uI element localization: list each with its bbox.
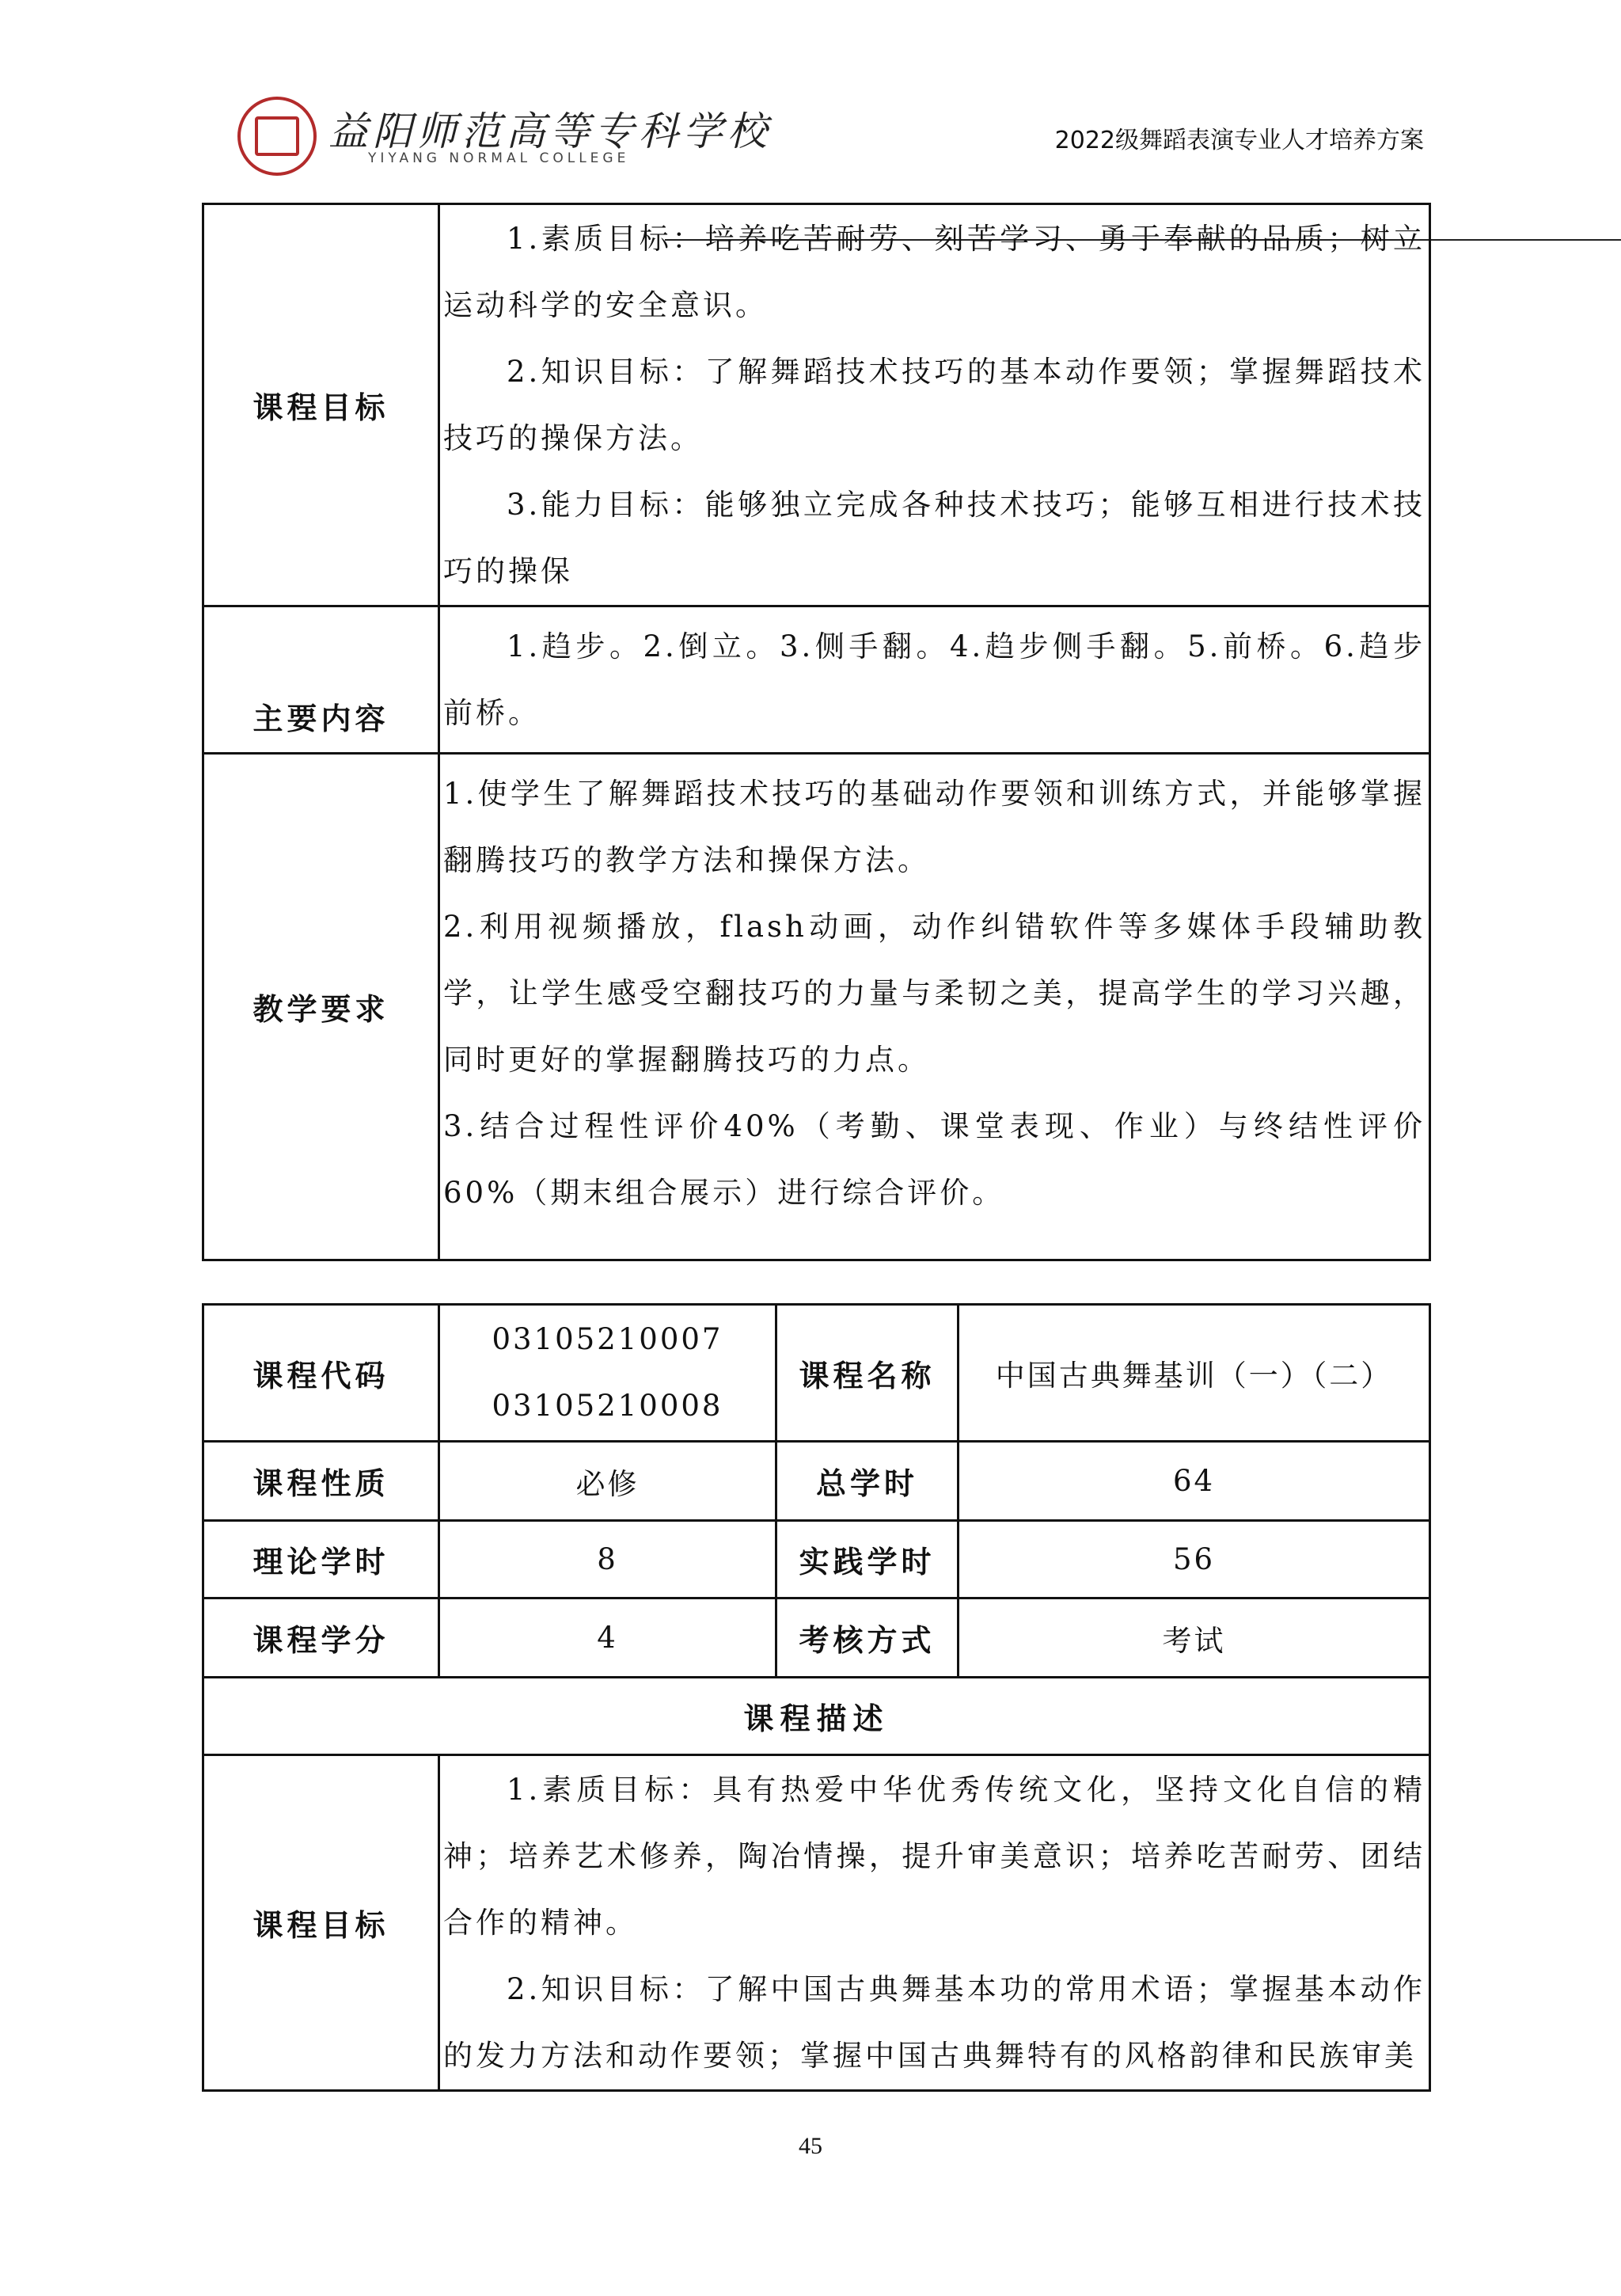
table-row <box>203 1598 1430 1678</box>
paragraph: 3.能力目标：能够独立完成各种技术技巧；能够互相进行技术技巧的操保 <box>443 487 1425 588</box>
row-label: 主要内容 <box>203 606 439 754</box>
credit-label: 课程学分 <box>203 1598 439 1678</box>
paragraph: 2.知识目标：了解舞蹈技术技巧的基本动作要领；掌握舞蹈技术技巧的操保方法。 <box>443 354 1425 455</box>
paragraph: 1.素质目标：培养吃苦耐劳、刻苦学习、勇于奉献的品质；树立运动科学的安全意识。 <box>443 221 1425 322</box>
paragraph: 1.使学生了解舞蹈技术技巧的基础动作要领和训练方式，并能够掌握翻腾技巧的教学方法和操保方法。 <box>443 777 1425 877</box>
course-goals-cell <box>439 1755 1430 2091</box>
course-goals-cell <box>439 204 1430 606</box>
table-row <box>203 1305 1430 1442</box>
assessment-value: 考试 <box>959 1598 1430 1678</box>
assessment-label: 考核方式 <box>776 1598 959 1678</box>
table-row <box>203 204 1430 606</box>
course-nature-label: 课程性质 <box>203 1442 439 1521</box>
main-content-cell <box>439 606 1430 754</box>
theory-hours-value: 8 <box>439 1521 776 1598</box>
teaching-requirements-cell <box>439 754 1430 1260</box>
page-number: 45 <box>799 2133 822 2159</box>
course-description-heading: 课程描述 <box>203 1678 1430 1755</box>
paragraph: 2.知识目标：了解中国古典舞基本功的常用术语；掌握基本动作的发力方法和动作要领；掌握中国古典舞特有的风格韵律和民族审美 <box>443 1971 1425 2073</box>
course-name-value: 中国古典舞基训（一）（二） <box>959 1305 1430 1442</box>
table-row <box>203 1442 1430 1521</box>
course-code-value <box>439 1305 776 1442</box>
document-title: 2022级舞蹈表演专业人才培养方案 <box>1054 127 1424 154</box>
row-label: 教学要求 <box>203 754 439 1260</box>
college-name-en: YIYANG NORMAL COLLEGE <box>368 150 630 166</box>
college-logo-icon <box>237 97 317 176</box>
paragraph: 2.利用视频播放，flash动画，动作纠错软件等多媒体手段辅助教学，让学生感受空翻技巧的力量与柔韧之美，提高学生的学习兴趣，同时更好的掌握翻腾技巧的力点。 <box>443 910 1425 1077</box>
table-row <box>203 1678 1430 1755</box>
table-row <box>203 1755 1430 2091</box>
paragraph: 3.结合过程性评价40%（考勤、课堂表现、作业）与终结性评价60%（期末组合展示）进行综合评价。 <box>443 1109 1425 1210</box>
college-name-cn: 益阳师范高等专科学校 <box>328 108 772 154</box>
course-table-previous <box>202 203 1431 1261</box>
credit-value: 4 <box>439 1598 776 1678</box>
total-hours-label: 总学时 <box>776 1442 959 1521</box>
theory-hours-label: 理论学时 <box>203 1521 439 1598</box>
practice-hours-label: 实践学时 <box>776 1521 959 1598</box>
table-row <box>203 1521 1430 1598</box>
course-code-label: 课程代码 <box>203 1305 439 1442</box>
total-hours-value: 64 <box>959 1442 1430 1521</box>
table-row <box>203 754 1430 1260</box>
practice-hours-value: 56 <box>959 1521 1430 1598</box>
paragraph: 1.素质目标：具有热爱中华优秀传统文化，坚持文化自信的精神；培养艺术修养，陶冶情操，提升审美意识；培养吃苦耐劳、团结合作的精神。 <box>443 1772 1425 1940</box>
course-table-classical-dance <box>202 1303 1431 2092</box>
course-goal-label: 课程目标 <box>203 1755 439 2091</box>
course-name-label: 课程名称 <box>776 1305 959 1442</box>
course-nature-value: 必修 <box>439 1442 776 1521</box>
page-header <box>202 86 1429 165</box>
table-row <box>203 606 1430 754</box>
row-label: 课程目标 <box>203 204 439 606</box>
course-code-1: 03105210007 <box>492 1322 723 1356</box>
course-code-2: 03105210008 <box>492 1389 723 1423</box>
paragraph: 1.趋步。2.倒立。3.侧手翻。4.趋步侧手翻。5.前桥。6.趋步前桥。 <box>443 629 1425 730</box>
